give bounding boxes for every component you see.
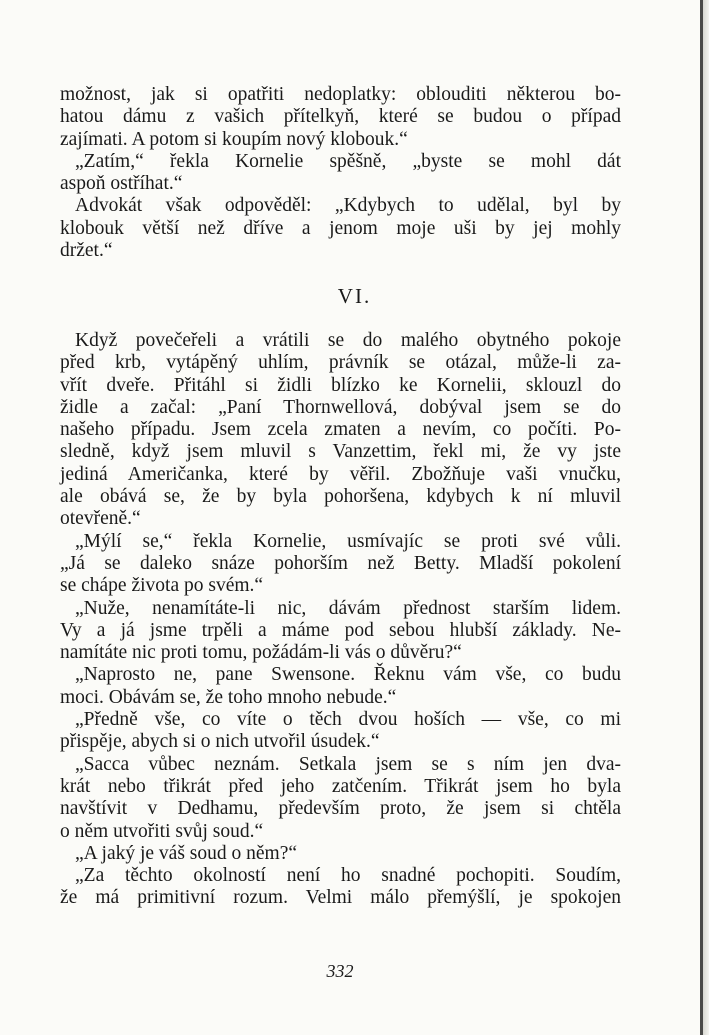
text-line: přispěje, abych si o nich utvořil úsudek.“ [60,731,380,753]
top-paragraphs [60,84,621,262]
text-line: zajímati. A potom si koupím nový klobouk.“ [60,128,408,150]
page-edge-shadow [703,0,709,1035]
text-line: hatou dámu z vašich přítelkyň, které se budou o případ [60,106,621,128]
text-line: židle a začal: „Paní Thornwellová, dobýval jsem se do [60,396,621,418]
text-line: jediná Američanka, které by věřil. Zbožňuje vaši vnučku, [60,463,621,485]
text-line: možnost, jak si opatřiti nedoplatky: oblouditi některou bo- [60,84,621,105]
text-line: „Mýlí se,“ řekla Kornelie, usmívajíc se proti své vůli. [75,530,621,552]
text-line: ale obává se, že by byla pohoršena, kdybych k ní mluvil [60,486,621,508]
text-line: krát nebo třikrát před jeho zatčením. Třikrát jsem ho byla [60,775,621,797]
text-line: „Za těchto okolností není ho snadné pochopiti. Soudím, [75,865,621,887]
text-line: otevřeně.“ [60,508,141,530]
text-line: „Nuže, nenamítáte-li nic, dávám přednost starším lidem. [75,597,621,619]
text-line: navštívit v Dedhamu, především proto, že jsem si chtěla [60,798,621,820]
text-line: „Předně vše, co víte o těch dvou hoších — vše, co mi [75,709,621,731]
text-line: Vy a já jsme trpěli a máme pod sebou hlubší základy. Ne- [60,619,621,641]
text-line: se chápe života po svém.“ [60,575,264,597]
text-line: „Zatím,“ řekla Kornelie spěšně, „byste se mohl dát [75,150,621,172]
text-line: „Sacca vůbec neznám. Setkala jsem se s ním jen dva- [75,753,621,775]
page-number: 332 [326,961,354,981]
text-line: „Já se daleko snáze pohorším než Betty. Mladší pokolení [60,552,621,574]
text-line: vřít dveře. Přitáhl si židli blízko ke Kornelii, sklouzl do [60,374,621,396]
text-line: že má primitivní rozum. Velmi málo přemýšlí, je spokojen [60,887,621,909]
text-line: klobouk větší než dříve a jenom moje uši by jej mohly [60,217,621,239]
text-line: namítáte nic proti tomu, požádám-li vás o důvěru?“ [60,642,462,664]
text-line: Advokát však odpověděl: „Kdybych to udělal, byl by [75,195,621,217]
text-line: před krb, vytápěný uhlím, právník se otázal, může-li za- [60,352,621,374]
text-line: „Naprosto ne, pane Swensone. Řeknu vám vše, co budu [75,664,621,686]
text-line: držet.“ [60,240,113,262]
text-line: „A jaký je váš soud o něm?“ [75,842,298,864]
text-line: aspoň ostříhat.“ [60,173,183,195]
text-line: moci. Obávám se, že toho mnoho nebude.“ [60,686,397,708]
text-line: Když povečeřeli a vrátili se do malého obytného pokoje [75,330,621,351]
chapter-body [60,330,621,910]
text-line: našeho případu. Jsem zcela zmaten a nevím, co počíti. Po- [60,419,621,441]
text-line: o něm utvořiti svůj soud.“ [60,820,264,842]
text-line: sledně, když jsem mluvil s Vanzettim, řekl mi, že vy jste [60,441,621,463]
chapter-heading: VI. [337,284,372,308]
page-binding-edge [700,0,703,1035]
